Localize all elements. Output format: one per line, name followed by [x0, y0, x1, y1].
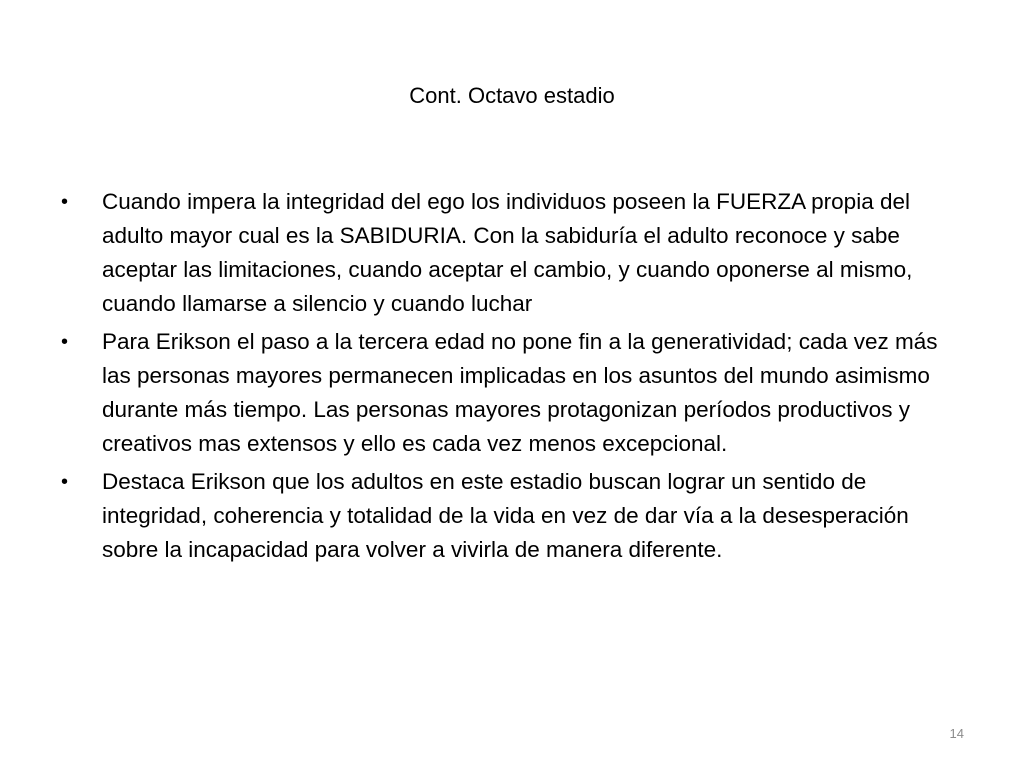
bullet-text: Cuando impera la integridad del ego los individuos poseen la FUERZA propia del adulto mayor cual es la SABIDURIA. Con la sabiduría el adulto reconoce y sabe aceptar las limitaciones, cuando aceptar el cambio, y cuando oponerse al mismo, cuando llamarse a silencio y cuando luchar — [102, 189, 913, 316]
bullet-list — [55, 185, 970, 571]
bullet-item — [55, 465, 970, 567]
page-number: 14 — [949, 726, 964, 741]
bullet-icon: • — [61, 331, 69, 353]
bullet-item — [55, 325, 970, 461]
bullet-text: Destaca Erikson que los adultos en este estadio buscan lograr un sentido de integridad, coherencia y totalidad de la vida en vez de dar vía a la desesperación sobre la incapacidad para volver a vivirla de manera diferente. — [102, 469, 909, 562]
bullet-text: Para Erikson el paso a la tercera edad no pone fin a la generatividad; cada vez más las personas mayores permanecen implicadas en los asuntos del mundo asimismo durante más tiempo. Las personas mayores protagonizan períodos productivos y creativos mas extensos y ello es cada vez menos excepcional. — [102, 329, 938, 456]
slide-title: Cont. Octavo estadio — [409, 83, 615, 108]
bullet-icon: • — [61, 471, 69, 493]
bullet-item — [55, 185, 970, 321]
bullet-icon: • — [61, 191, 69, 213]
